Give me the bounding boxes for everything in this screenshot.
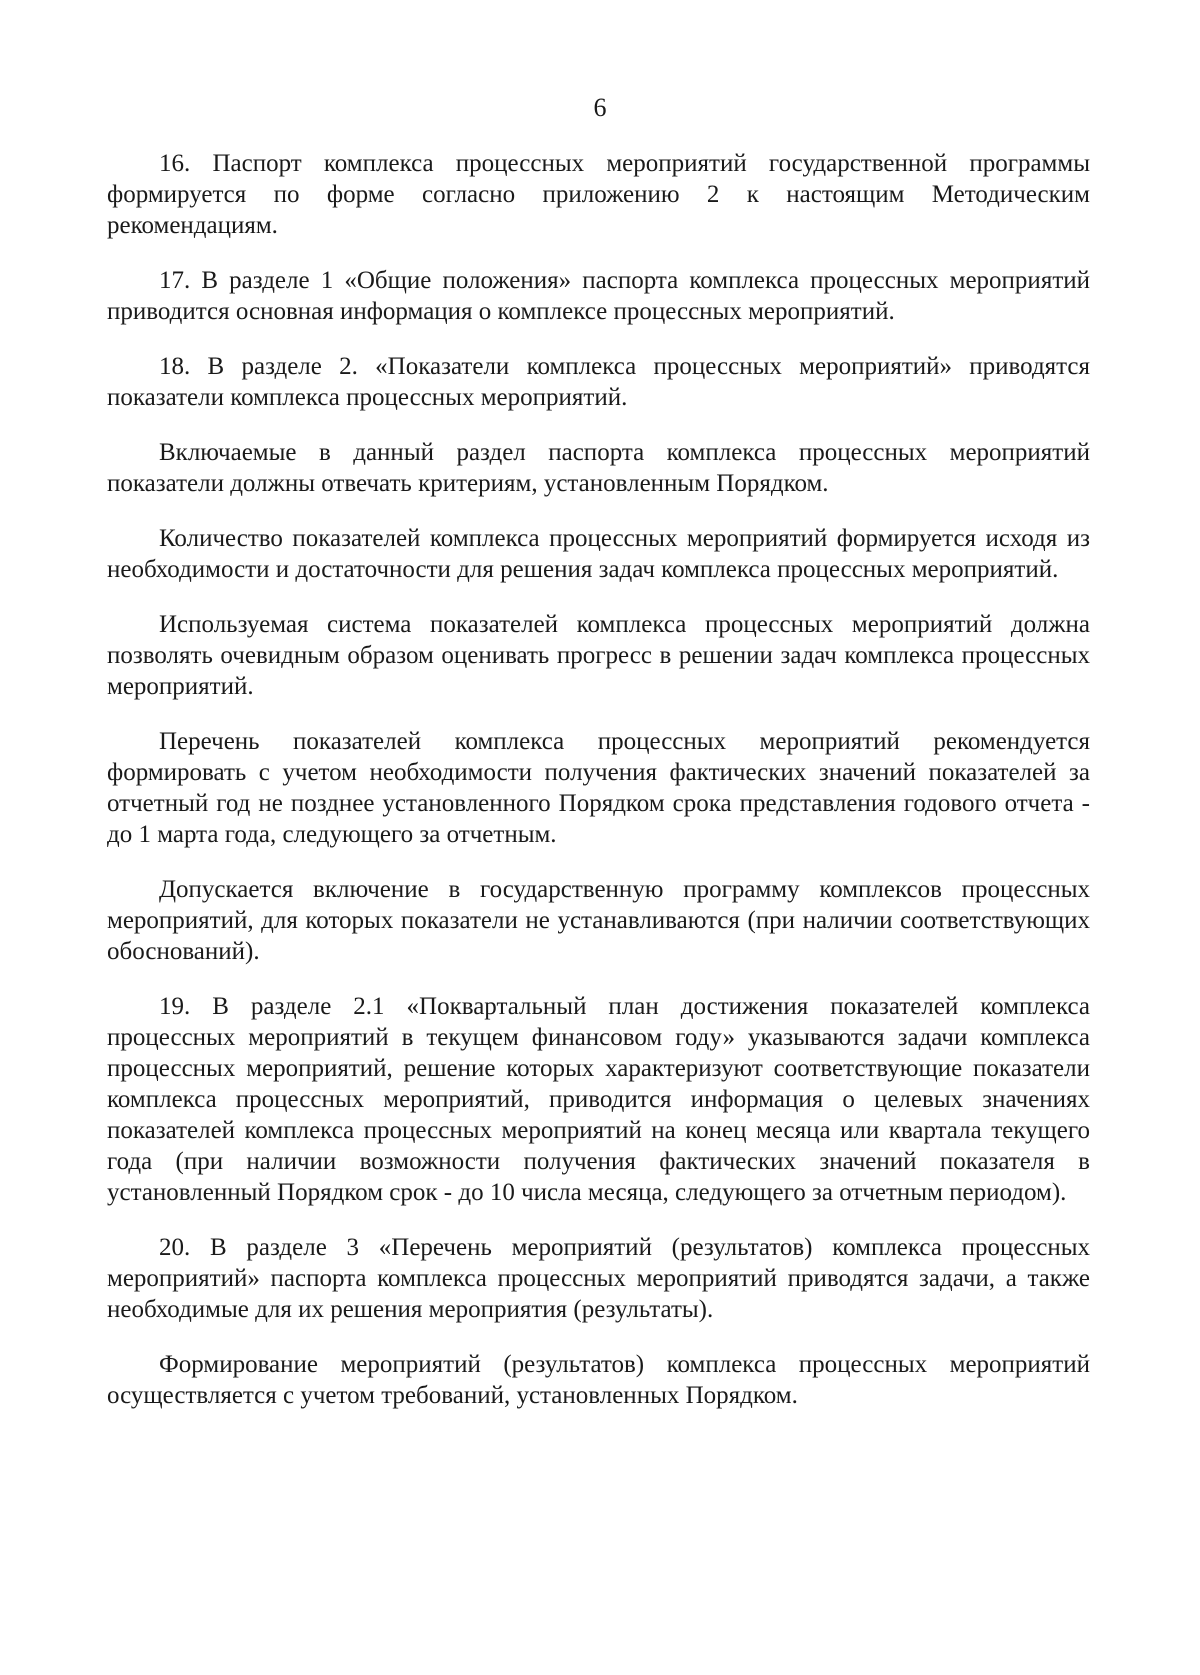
paragraph-inclusion-allowed: Допускается включение в государственную программу комплексов процессных мероприятий, для которых показатели не устанавливаются (при наличии соответствующих обоснований).	[107, 876, 1090, 965]
paragraph-20: 20. В разделе 3 «Перечень мероприятий (результатов) комплекса процессных мероприятий» паспорта комплекса процессных мероприятий приводятся задачи, а также необходимые для их решения мероприятия (результаты).	[107, 1234, 1090, 1323]
paragraph-16: 16. Паспорт комплекса процессных мероприятий государственной программы формируется по форме согласно приложению 2 к настоящим Методическим рекомендациям.	[107, 150, 1090, 239]
page-number: 6	[593, 93, 607, 122]
paragraph-indicator-system: Используемая система показателей комплекса процессных мероприятий должна позволять очевидным образом оценивать прогресс в решении задач комплекса процессных мероприятий.	[107, 611, 1090, 700]
paragraph-indicator-count: Количество показателей комплекса процессных мероприятий формируется исходя из необходимости и достаточности для решения задач комплекса процессных мероприятий.	[107, 525, 1090, 583]
paragraph-indicator-list: Перечень показателей комплекса процессных мероприятий рекомендуется формировать с учетом необходимости получения фактических значений показателей за отчетный год не позднее установленного Порядком срока представления годового отчета - до 1 марта года, следующего за отчетным.	[107, 728, 1090, 848]
paragraph-18: 18. В разделе 2. «Показатели комплекса процессных мероприятий» приводятся показатели комплекса процессных мероприятий.	[107, 353, 1090, 411]
paragraph-17: 17. В разделе 1 «Общие положения» паспорта комплекса процессных мероприятий приводится основная информация о комплексе процессных мероприятий.	[107, 267, 1090, 325]
paragraph-included-indicators: Включаемые в данный раздел паспорта комплекса процессных мероприятий показатели должны отвечать критериям, установленным Порядком.	[107, 439, 1090, 497]
paragraph-19: 19. В разделе 2.1 «Поквартальный план достижения показателей комплекса процессных мероприятий в текущем финансовом году» указываются задачи комплекса процессных мероприятий, решение которых характеризуют соответствующие показатели комплекса процессных мероприятий, приводится информация о целевых значениях показателей комплекса процессных мероприятий на конец месяца или квартала текущего года (при наличии возможности получения фактических значений показателя в установленный Порядком срок - до 10 числа месяца, следующего за отчетным периодом).	[107, 993, 1090, 1206]
document-body	[107, 148, 1090, 1411]
paragraph-measures-formation: Формирование мероприятий (результатов) комплекса процессных мероприятий осуществляется с учетом требований, установленных Порядком.	[107, 1351, 1090, 1409]
